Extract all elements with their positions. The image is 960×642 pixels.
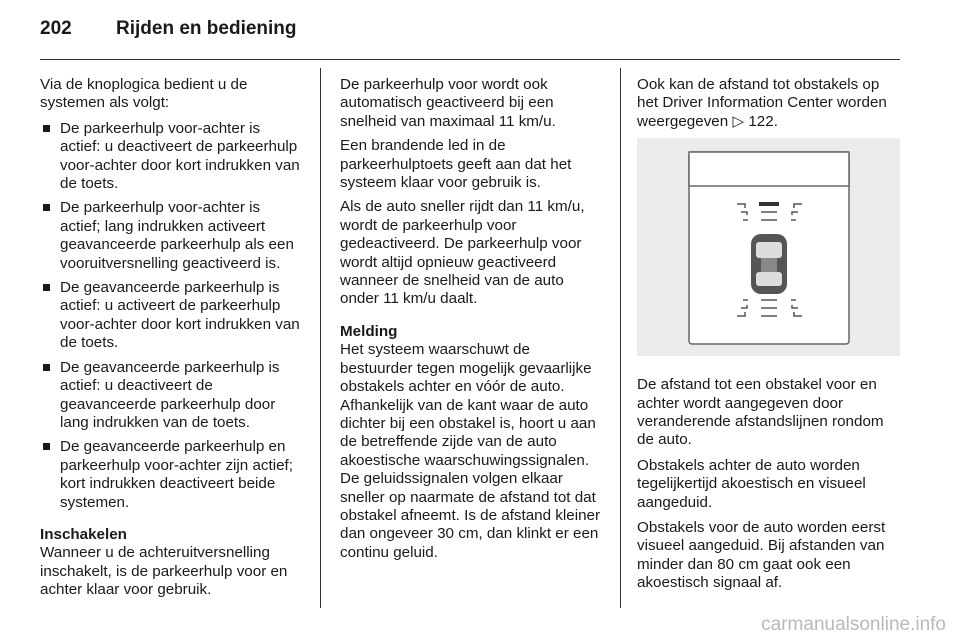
list-item-text: De parkeerhulp voor-achter is actief; lang indrukken activeert geavanceerde parkeerhulp als een vooruitversnelling geactiveerd is. <box>60 199 294 272</box>
list-item <box>40 199 302 273</box>
paragraph: De parkeerhulp voor wordt ook automatisch geactiveerd bij een snelheid van maximaal 11 km/u. <box>340 76 556 130</box>
bullet-square-icon <box>43 204 50 211</box>
bullet-square-icon <box>43 125 50 132</box>
bullet-square-icon <box>43 443 50 450</box>
paragraph: Als de auto sneller rijdt dan 11 km/u, wordt de parkeerhulp voor gedeactiveerd. De parkeerhulp voor wordt altijd opnieuw geactiveerd wanneer de snelheid van de auto onder 11 km/u daalt. <box>340 198 585 308</box>
paragraph <box>637 76 900 131</box>
bullet-square-icon <box>43 284 50 291</box>
paragraph: Obstakels achter de auto worden tegelijkertijd akoestisch en visueel aangeduid. <box>637 456 866 511</box>
bullet-square-icon <box>43 364 50 371</box>
paragraph-text: Ook kan de afstand tot obstakels op het Driver Information Center worden weergegeven <box>637 76 887 130</box>
column-divider <box>620 68 621 608</box>
list-item-text: De parkeerhulp voor-achter is actief: u deactiveert de parkeerhulp voor-achter door kort indrukken van de toets. <box>60 119 300 193</box>
page-number: 202 <box>40 18 72 39</box>
paragraph: Wanneer u de achteruitversnelling inschakelt, is de parkeerhulp voor en achter klaar voor gebruik. <box>40 544 288 599</box>
paragraph: De afstand tot een obstakel voor en achter wordt aangegeven door veranderende afstandslijnen rondom de auto. <box>637 376 884 449</box>
intro-text: Via de knoplogica bedient u de systemen als volgt: <box>40 76 248 112</box>
header-rule <box>40 59 900 60</box>
list-item-text: De geavanceerde parkeerhulp en parkeerhulp voor-achter zijn actief; kort indrukken deactiveert beide systemen. <box>60 438 293 511</box>
page-header <box>40 18 297 40</box>
column-1 <box>40 76 302 607</box>
column-3 <box>637 76 900 600</box>
watermark: carmanualsonline.info <box>761 614 946 635</box>
paragraph: Obstakels voor de auto worden eerst visueel aangeduid. Bij afstanden van minder dan 80 cm gaat ook een akoestisch signaal af. <box>637 519 886 592</box>
column-divider <box>320 68 321 608</box>
parking-display-figure <box>637 138 900 356</box>
parking-sensor-illustration <box>637 138 900 356</box>
arrow-ref-icon: ▷ <box>732 112 745 130</box>
section-heading-inschakelen: Inschakelen <box>40 525 127 543</box>
paragraph: Een brandende led in de parkeerhulptoets geeft aan dat het systeem klaar voor gebruik is. <box>340 137 572 192</box>
list-item <box>40 120 302 194</box>
section-heading-melding: Melding <box>340 322 398 340</box>
column-2 <box>340 76 602 568</box>
list-item-text: De geavanceerde parkeerhulp is actief: u deactiveert de geavanceerde parkeerhulp door lang indrukken van de toets. <box>60 358 280 431</box>
list-item <box>40 279 302 353</box>
list-item-text: De geavanceerde parkeerhulp is actief: u activeert de parkeerhulp voor-achter door kort indrukken van de toets. <box>60 279 300 352</box>
list-item <box>40 359 302 433</box>
paragraph: Het systeem waarschuwt de bestuurder tegen mogelijk gevaarlijke obstakels achter en vóór de auto. Afhankelijk van de kant waar de auto dichter bij een obstakel is, hoort u aan de betreffende zijde van de auto akoestische waarschuwingssignalen. De geluidssignalen volgen elkaar sneller op naarmate de afstand tot dat obstakel afneemt. Is de afstand kleiner dan ongeveer 30 cm, dan klinkt er een continu geluid. <box>340 341 601 561</box>
page-reference[interactable]: 122. <box>748 112 778 130</box>
page-title: Rijden en bediening <box>116 18 297 39</box>
bullet-list <box>40 120 302 512</box>
list-item <box>40 438 302 512</box>
